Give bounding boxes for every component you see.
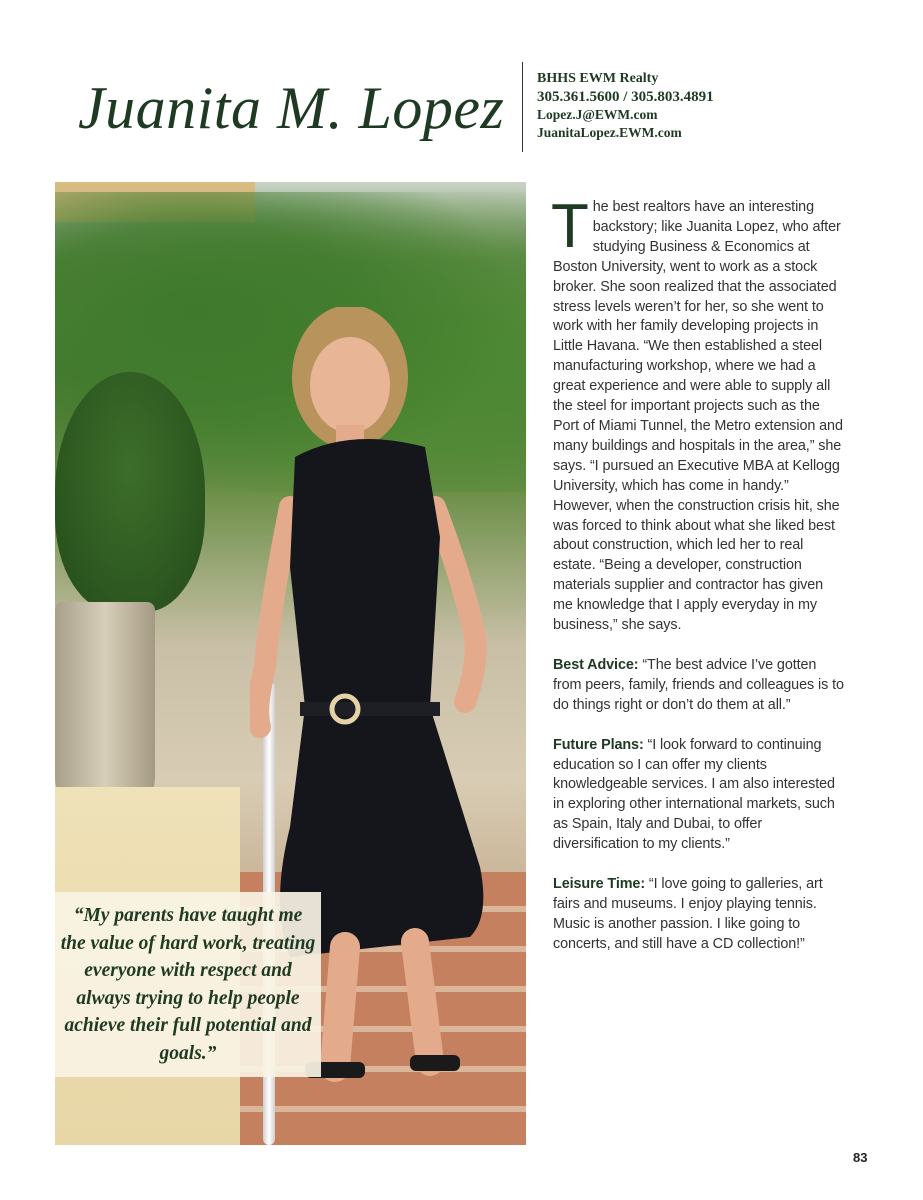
phone-numbers: 305.361.5600 / 305.803.4891: [537, 89, 714, 105]
pull-quote: [55, 892, 321, 1077]
future-plans-text: “I look forward to continuing education so I can offer my clients knowledgeable services. I am also interested in exploring other international markets, such as Spain, Italy and Dubai, to offer diversification to my clients.”: [553, 736, 835, 853]
pull-quote-text: “My parents have taught me the value of hard work, treating everyone with respect and always trying to help people achieve their full potential and goals.”: [60, 905, 316, 1064]
best-advice-label: Best Advice:: [553, 656, 639, 673]
leisure-time-text: “I love going to galleries, art fairs and museums. I enjoy playing tennis. Music is another passion. I like going to concerts, and still have a CD collection!”: [553, 876, 823, 952]
potted-shrub: [55, 372, 205, 612]
section-future-plans: [553, 736, 845, 855]
section-best-advice: [553, 656, 845, 716]
company-name: BHHS EWM Realty: [537, 71, 659, 86]
best-advice-text: “The best advice I’ve gotten from peers, family, friends and colleagues is to do things right or don’t do them at all.”: [553, 656, 844, 713]
header-divider: [522, 62, 523, 152]
leisure-time-label: Leisure Time:: [553, 876, 646, 893]
website-link[interactable]: JuanitaLopez.EWM.com: [537, 125, 682, 140]
email-link[interactable]: Lopez.J@EWM.com: [537, 107, 658, 122]
article-body: [551, 192, 845, 975]
stone-urn: [55, 602, 155, 817]
agent-name: Juanita M. Lopez: [78, 75, 505, 141]
section-leisure-time: [553, 875, 845, 955]
intro-text: he best realtors have an interesting backstory; like Juanita Lopez, who after studying Business & Economics at Boston University, went to work as a stock broker. She soon realized that the associated stress levels weren’t for her, so she went to work with her family developing projects in Little Havana. “We then established a steel manufacturing workshop, where we had a great experience and were able to supply all the steel for important projects such as the Port of Miami Tunnel, the Metro extension and many buildings and hospitals in the area,” she says. “I pursued an Executive MBA at Kellogg University, which has come in handy.” However, when the construction crisis hit, she was forced to think about what she liked best about construction, which led her to real estate. “Being a developer, construction materials supplier and contractor has given me knowledge that I apply everyday in my business,” she says.: [553, 199, 843, 634]
article-intro: [551, 192, 845, 636]
drop-cap: T: [551, 192, 589, 261]
future-plans-label: Future Plans:: [553, 736, 644, 753]
page-number: 83: [853, 1150, 868, 1165]
contact-block: [537, 70, 714, 142]
